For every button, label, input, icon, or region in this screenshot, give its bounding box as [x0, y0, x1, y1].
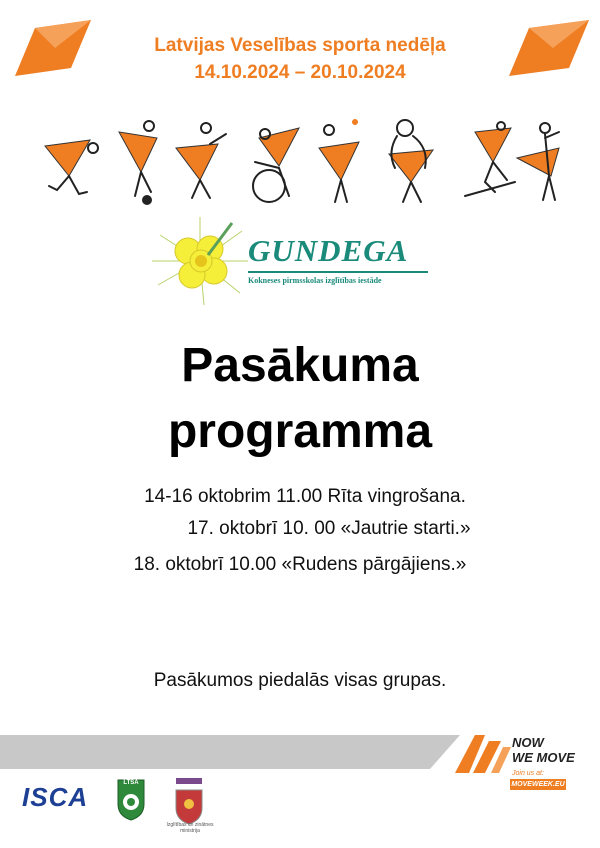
event-title: Latvijas Veselības sporta nedēļa [154, 35, 446, 56]
program-item: 14-16 oktobrim 11.00 Rīta vingrošana. [144, 486, 466, 507]
nwm-line1: NOW [512, 735, 544, 750]
flower-logo-icon [150, 215, 250, 307]
isca-logo-text: ISCA [22, 782, 89, 812]
logo-subtitle: Kokneses pirmsskolas izglītības iestāde [248, 276, 382, 285]
program-item: 17. oktobrī 10. 00 «Jautrie starti.» [187, 518, 471, 539]
logo-underline [248, 271, 428, 273]
runner-figure-icon [45, 140, 98, 194]
wheelchair-figure-icon [253, 128, 299, 202]
program-title-line2: programma [167, 405, 433, 458]
program-title-line1: Pasākuma [181, 339, 419, 392]
ministry-label: Izglītības un zinātnes ministrija [166, 822, 214, 834]
moveweek-link[interactable]: MOVEWEEK.EU [511, 781, 565, 788]
logo-name: GUNDEGA [248, 233, 409, 268]
nwm-line2: WE MOVE [512, 750, 575, 765]
skater-figure-icon [465, 122, 515, 196]
ltsa-label: LTSA [123, 780, 139, 786]
groups-note: Pasākumos piedalās visas grupas. [153, 670, 447, 691]
nwm-join-text: Join us at: [512, 770, 544, 777]
soccer-figure-icon [119, 121, 157, 204]
standing-figure-icon [517, 123, 559, 200]
footer-band [0, 735, 460, 769]
jumper-figure-icon [176, 123, 226, 198]
isca-logo [22, 782, 104, 812]
gundega-logo [150, 215, 440, 307]
dancer-figure-icon [389, 120, 433, 202]
ball-player-figure-icon [319, 119, 359, 202]
event-dates: 14.10.2024 – 20.10.2024 [194, 62, 406, 83]
program-item: 18. oktobrī 10.00 «Rudens pārgājiens.» [133, 554, 467, 575]
sport-figures-illustration [35, 118, 575, 210]
